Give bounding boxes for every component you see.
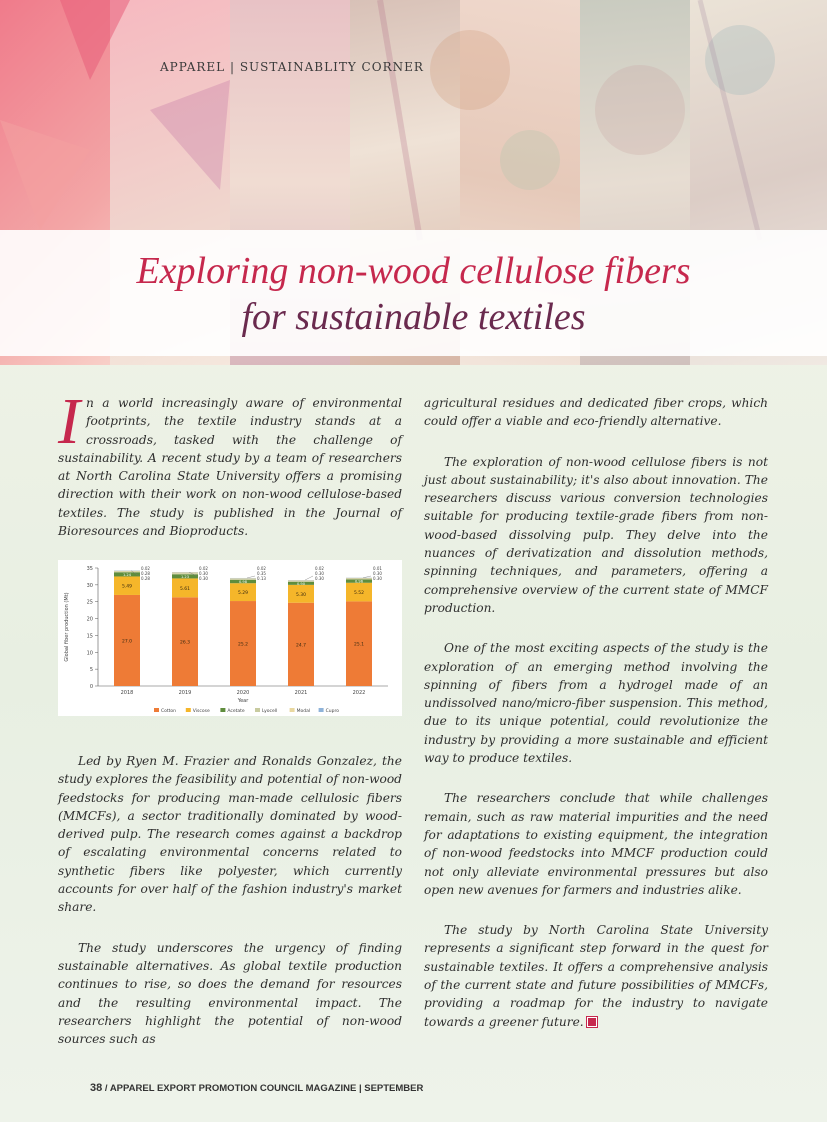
data-label: 1.23	[180, 574, 190, 579]
callout-label: 0.30	[315, 576, 324, 581]
legend-label: Cupro	[325, 709, 339, 714]
page-number: 38	[90, 1082, 103, 1094]
paragraph: The study underscores the urgency of finding sustainable alternatives. As global textile production continues to rise, so does the demand for resources and the resulting environmental impact. The researchers highlight the potential of non-wood sources such as	[58, 940, 402, 1047]
fiber-production-chart	[58, 560, 402, 716]
legend-swatch	[220, 708, 225, 712]
callout-label: 0.01	[373, 566, 382, 571]
callout-label: 0.28	[141, 576, 150, 581]
data-label: 25.1	[353, 642, 365, 648]
end-mark-icon	[587, 1017, 597, 1027]
x-tick-label: 2020	[236, 690, 250, 696]
paragraph-intro-text: n a world increasingly aware of environmental footprints, the textile industry stands at a crossroads, tasked with the challenge of sustainability. A recent study by a team of researchers at North Carolina State University offers a promising direction with their work on non-wood cellulose-based textiles. The study is published in the Journal of Bioresources and Bioproducts.	[58, 396, 402, 539]
x-tick-label: 2018	[120, 690, 134, 696]
paragraph: The exploration of non-wood cellulose fibers is not just about sustainability; it's also about innovation. The researchers discuss various conversion technologies suitable for producing textile-grade fibers from non-wood-based dissolving pulp. They delve into the nuances of derivatization and dissolution methods, spinning techniques, and parameters, offering a comprehensive overview of the current state of MMCF production.	[424, 454, 768, 615]
x-axis-label: Year	[237, 698, 249, 704]
y-tick-label: 30	[86, 582, 93, 589]
paragraph: One of the most exciting aspects of the study is the exploration of an emerging method involving the spinning of fibers from a hydrogel made of an undissolved nano/micro-fiber suspension. This method, due to its unique potential, could revolutionize the industry by providing a more sustainable and efficient way to produce textiles.	[424, 641, 768, 766]
left-column-lower	[58, 752, 402, 1070]
page-footer	[90, 1082, 423, 1094]
paragraph: Led by Ryen M. Frazier and Ronalds Gonzalez, the study explores the feasibility and potential of non-wood feedstocks for producing man-made cellulosic fibers (MMCFs), a sector traditionally dominated by wood-derived pulp. The research comes against a backdrop of escalating environmental concerns related to synthetic fibers like polyester, which currently accounts for over half of the fashion industry's market share.	[58, 754, 402, 915]
callout-line	[305, 576, 313, 580]
paragraph-final-text: The study by North Carolina State University represents a significant step forward in the quest for sustainable textiles. It offers a comprehensive analysis of the current state and future possibilities of MMCFs, providing a roadmap for the industry to navigate towards a greener future.	[424, 923, 768, 1029]
section-tag: APPAREL | SUSTAINABLITY CORNER	[160, 60, 424, 74]
callout-label: 0.30	[199, 576, 208, 581]
data-label: 5.52	[353, 591, 365, 597]
y-axis-label: Global fiber production (Mt)	[64, 592, 70, 662]
data-label: 0.90	[296, 581, 306, 586]
data-label: 27.0	[121, 639, 133, 645]
data-label: 5.61	[179, 586, 191, 592]
bar-segment-lyocell	[114, 571, 140, 572]
legend-label: Modal	[296, 709, 311, 714]
paragraph-final	[424, 921, 768, 1031]
callout-label: 0.30	[373, 576, 382, 581]
x-tick-label: 2022	[352, 690, 366, 696]
paragraph-intro	[58, 385, 402, 540]
callout-label: 0.30	[199, 571, 208, 576]
chart-svg	[58, 560, 402, 716]
drop-cap: I	[58, 385, 80, 458]
y-tick-label: 20	[86, 616, 93, 623]
y-tick-label: 35	[86, 566, 93, 572]
title-line-1: Exploring non-wood cellulose fibers	[136, 250, 691, 292]
bar-segment-lyocell	[172, 573, 198, 574]
footer-text: / APPAREL EXPORT PROMOTION COUNCIL MAGAZINE | SEPTEMBER	[104, 1083, 424, 1094]
page-title	[0, 248, 827, 340]
data-label: 26.3	[179, 640, 191, 646]
data-label: 1.24	[122, 572, 132, 577]
legend-swatch	[255, 708, 260, 712]
data-label: 24.7	[295, 643, 307, 649]
paragraph: The researchers conclude that while challenges remain, such as raw material impurities and the need for adaptations to existing equipment, the integration of non-wood feedstocks into MMCF production could not only alleviate environmental pressures but also open new avenues for farmers and industries alike.	[424, 791, 768, 897]
callout-label: 0.02	[141, 566, 150, 571]
data-label: 5.49	[121, 584, 133, 590]
callout-label: 0.28	[141, 571, 150, 576]
data-label: 25.2	[237, 642, 249, 648]
data-label: 0.98	[238, 580, 248, 585]
callout-label: 0.35	[257, 571, 266, 576]
legend-label: Acetate	[227, 709, 245, 714]
legend-swatch	[290, 708, 295, 712]
legend-swatch	[319, 708, 324, 712]
y-tick-label: 10	[86, 650, 93, 657]
title-line-2: for sustainable textiles	[241, 296, 586, 338]
data-label: 0.96	[354, 579, 364, 584]
callout-label: 0.02	[257, 566, 266, 571]
bar-segment-lyocell	[288, 581, 314, 582]
callout-label: 0.02	[199, 566, 208, 571]
callout-label: 0.30	[315, 571, 324, 576]
legend-swatch	[154, 708, 159, 712]
right-column	[424, 394, 768, 1053]
callout-label: 0.02	[315, 566, 324, 571]
legend-label: Lyocell	[262, 709, 278, 714]
callout-label: 0.13	[257, 576, 266, 581]
y-tick-label: 0	[89, 684, 93, 690]
bar-segment-lyocell	[230, 579, 256, 580]
x-tick-label: 2019	[178, 690, 192, 696]
legend-label: Viscose	[192, 709, 210, 714]
callout-line	[247, 576, 255, 578]
callout-line	[363, 576, 371, 578]
paragraph: agricultural residues and dedicated fiber crops, which could offer a viable and eco-friendly alternative.	[424, 396, 768, 429]
callout-label: 0.30	[373, 571, 382, 576]
legend-label: Cotton	[161, 709, 177, 714]
legend-swatch	[186, 708, 191, 712]
y-tick-label: 15	[86, 633, 93, 640]
y-tick-label: 5	[89, 667, 93, 674]
data-label: 5.30	[295, 592, 307, 598]
x-tick-label: 2021	[294, 690, 308, 696]
bar-segment-lyocell	[346, 579, 372, 580]
data-label: 5.29	[237, 591, 249, 597]
left-column	[58, 385, 402, 562]
y-tick-label: 25	[86, 599, 93, 606]
